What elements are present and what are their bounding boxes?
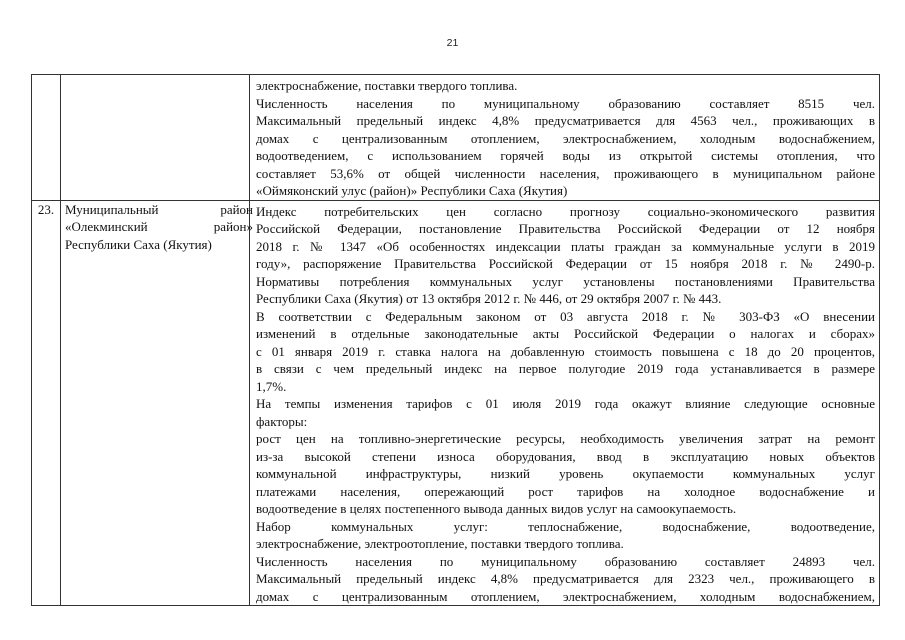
text-line: Нормативы потребления коммунальных услуг установлены постановлениями Правительства: [256, 273, 875, 289]
text-line: 1,7%.: [256, 378, 287, 394]
tariff-table: [31, 74, 880, 606]
page-number: 21: [446, 37, 459, 49]
text-line: Максимальный предельный индекс 4,8% предусматривается для 2323 чел., проживающего в: [256, 571, 875, 586]
text-line: в связи с чем предельный индекс на первое полугодие 2019 года устанавливается в размере: [256, 361, 875, 376]
text-line: платежами населения, опережающий рост тарифов на холодное водоснабжение и: [256, 483, 875, 499]
text-line: коммунальной инфраструктуры, низкий уровень окупаемости коммунальных услуг: [256, 466, 875, 481]
text-line: 2018 г. № 1347 «Об особенностях индексации платы граждан за коммунальные услуги в 2019: [256, 238, 875, 254]
municipality-name: [61, 201, 256, 254]
description-text: [250, 75, 879, 200]
name-line: Муниципальный район: [65, 201, 253, 217]
table-row-23: [32, 200, 880, 606]
text-line: составляет 53,6% от общей численности населения, проживающего в муниципальном районе: [256, 165, 875, 181]
text-line: водоотведение в целях постепенного вывода данных видов услуг на самоокупаемость.: [256, 501, 737, 516]
text-line: году», распоряжение Правительства Российской Федерации от 15 ноября 2018 г. № 2490-р.: [256, 256, 875, 271]
text-line: рост цен на топливно-энергетические ресурсы, необходимость увеличения затрат на ремонт: [256, 431, 875, 446]
text-line: Максимальный предельный индекс 4,8% предусматривается для 4563 чел., проживающих в: [256, 113, 875, 128]
row-number-cell: [32, 200, 61, 606]
text-line: «Оймяконский улус (район)» Республики Саха (Якутия): [256, 183, 568, 198]
row-number-cell: [32, 75, 61, 201]
text-line: В соответствии с Федеральным законом от 03 августа 2018 г. № 303-ФЗ «О внесении: [256, 308, 875, 324]
text-line: с 01 января 2019 г. ставка налога на добавленную стоимость повышена с 18 до 20 процентов,: [256, 343, 875, 359]
municipality-cell: [61, 200, 253, 606]
text-line: На темпы изменения тарифов с 01 июля 2019 года окажут влияние следующие основные: [256, 396, 875, 411]
text-line: домах с централизованным отоплением, электроснабжением, холодным водоснабжением,: [256, 130, 875, 146]
text-line: электроснабжение, электроотопление, поставки твердого топлива.: [256, 536, 624, 551]
text-line: Российской Федерации, постановление Правительства Российской Федерации от 12 ноября: [256, 221, 875, 236]
row-number: 23.: [37, 201, 55, 217]
description-text: [250, 201, 879, 606]
description-cell: [250, 75, 880, 201]
text-line: изменений в отдельные законодательные акты Российской Федерации о налогах и сборах»: [256, 326, 875, 341]
description-cell: [250, 200, 880, 606]
text-line: Набор коммунальных услуг: теплоснабжение, водоснабжение, водоотведение,: [256, 518, 875, 534]
text-line: водоотведением, с использованием горячей воды из открытой системы отопления, что: [256, 148, 875, 163]
text-line: факторы:: [256, 413, 308, 429]
text-line: из-за высокой степени износа оборудования, ввод в эксплуатацию новых объектов: [256, 448, 875, 464]
municipality-cell: [61, 75, 250, 201]
text-line: домах с централизованным отоплением, электроснабжением, холодным водоснабжением,: [256, 588, 875, 604]
text-line: Индекс потребительских цен согласно прогнозу социально-экономического развития: [256, 203, 875, 219]
text-line: электроснабжение, поставки твердого топлива.: [256, 78, 518, 93]
text-line: Численность населения по муниципальному образованию составляет 24893 чел.: [256, 553, 875, 569]
name-line: Республики Саха (Якутия): [65, 236, 212, 252]
name-line: «Олекминский район»: [65, 219, 253, 234]
text-line: Численность населения по муниципальному образованию составляет 8515 чел.: [256, 95, 875, 111]
table-row-continuation: [32, 75, 880, 201]
text-line: Республики Саха (Якутия) от 13 октября 2012 г. № 446, от 29 октября 2007 г. № 443.: [256, 291, 722, 306]
